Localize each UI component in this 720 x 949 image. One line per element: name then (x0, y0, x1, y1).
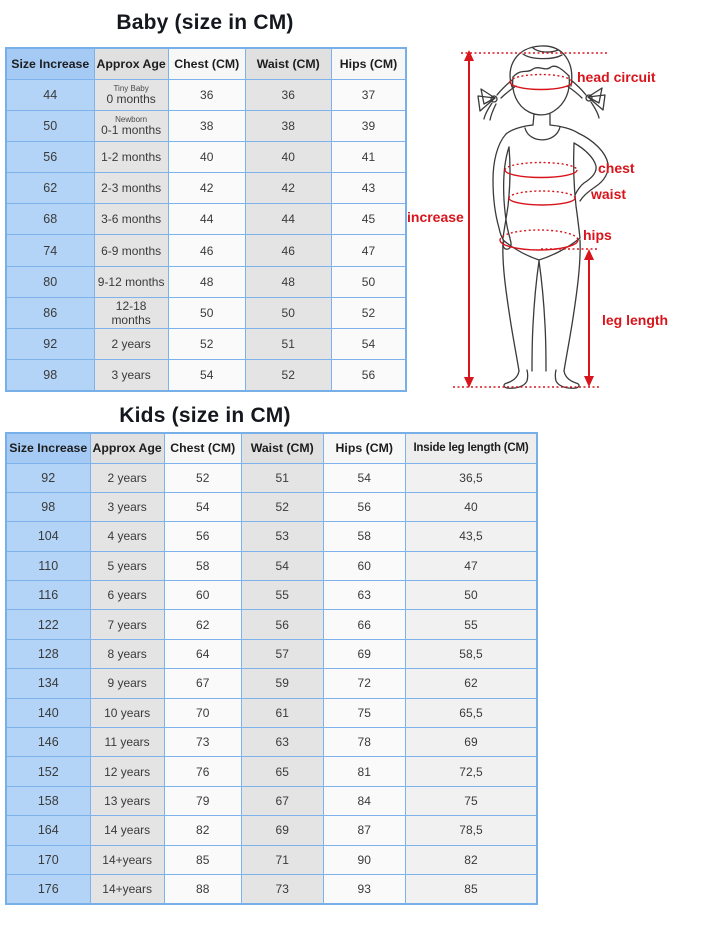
cell-waist-cm: 44 (245, 204, 331, 235)
column-header-approx-age: Approx Age (94, 48, 168, 79)
hips-label: hips (583, 227, 612, 243)
cell-waist-cm: 57 (241, 639, 323, 668)
head-circuit-ellipse (510, 82, 572, 90)
cell-chest-cm: 62 (164, 610, 241, 639)
cell-hips-cm: 54 (331, 329, 406, 360)
cell-size-increase: 74 (6, 235, 94, 266)
cell-size-increase: 176 (6, 874, 90, 903)
age-value: 0-1 months (101, 122, 162, 137)
header-row (6, 48, 406, 79)
cell-chest-cm: 50 (168, 297, 245, 328)
column-header-size-increase: Size Increase (6, 433, 90, 463)
cell-chest-cm: 46 (168, 235, 245, 266)
cell-hips-cm: 75 (323, 698, 405, 727)
head-circuit-ellipse-dotted (510, 75, 572, 83)
cell-inside-leg-length-cm: 69 (405, 728, 537, 757)
cell-chest-cm: 44 (168, 204, 245, 235)
table-row (6, 492, 537, 521)
cell-approx-age: 5 years (90, 551, 164, 580)
cell-chest-cm: 54 (168, 360, 245, 391)
cell-waist-cm: 63 (241, 728, 323, 757)
cell-size-increase: 92 (6, 463, 90, 492)
cell-size-increase: 146 (6, 728, 90, 757)
cell-inside-leg-length-cm: 85 (405, 874, 537, 903)
cell-inside-leg-length-cm: 75 (405, 786, 537, 815)
table-row (6, 204, 406, 235)
table-row (6, 522, 537, 551)
cell-inside-leg-length-cm: 58,5 (405, 639, 537, 668)
leg-length-arrowhead-bottom (584, 376, 594, 387)
cell-size-increase: 164 (6, 816, 90, 845)
cell-approx-age: 3-6 months (94, 204, 168, 235)
hips-ellipse-dotted (500, 230, 578, 240)
cell-hips-cm: 93 (323, 874, 405, 903)
cell-waist-cm: 42 (245, 173, 331, 204)
cell-waist-cm: 73 (241, 874, 323, 903)
cell-size-increase: 98 (6, 360, 94, 391)
head-circuit-label: head circuit (577, 69, 656, 85)
cell-waist-cm: 53 (241, 522, 323, 551)
cell-chest-cm: 38 (168, 110, 245, 141)
cell-hips-cm: 66 (323, 610, 405, 639)
column-header-waist-cm: Waist (CM) (241, 433, 323, 463)
cell-size-increase: 116 (6, 581, 90, 610)
cell-size-increase: 134 (6, 669, 90, 698)
cell-approx-age: 7 years (90, 610, 164, 639)
table-row (6, 297, 406, 328)
cell-approx-age (94, 110, 168, 141)
cell-hips-cm: 84 (323, 786, 405, 815)
table-row (6, 698, 537, 727)
cell-waist-cm: 59 (241, 669, 323, 698)
waist-ellipse (509, 198, 575, 205)
column-header-waist-cm: Waist (CM) (245, 48, 331, 79)
cell-size-increase: 158 (6, 786, 90, 815)
cell-size-increase: 98 (6, 492, 90, 521)
cell-hips-cm: 41 (331, 141, 406, 172)
cell-size-increase: 122 (6, 610, 90, 639)
cell-hips-cm: 87 (323, 816, 405, 845)
cell-hips-cm: 39 (331, 110, 406, 141)
cell-size-increase: 110 (6, 551, 90, 580)
cell-waist-cm: 38 (245, 110, 331, 141)
kids-size-table (5, 432, 538, 905)
table-row (6, 235, 406, 266)
cell-inside-leg-length-cm: 50 (405, 581, 537, 610)
cell-approx-age: 9 years (90, 669, 164, 698)
cell-waist-cm: 36 (245, 79, 331, 110)
cell-hips-cm: 52 (331, 297, 406, 328)
table-row (6, 728, 537, 757)
age-value: 0 months (106, 91, 156, 106)
cell-waist-cm: 51 (241, 463, 323, 492)
cell-hips-cm: 43 (331, 173, 406, 204)
cell-approx-age: 1-2 months (94, 141, 168, 172)
cell-chest-cm: 79 (164, 786, 241, 815)
cell-inside-leg-length-cm: 36,5 (405, 463, 537, 492)
cell-approx-age: 9-12 months (94, 266, 168, 297)
cell-approx-age: 12 years (90, 757, 164, 786)
table-row (6, 173, 406, 204)
cell-approx-age: 13 years (90, 786, 164, 815)
table-row (6, 329, 406, 360)
cell-chest-cm: 60 (164, 581, 241, 610)
table-row (6, 874, 537, 903)
cell-approx-age: 14+years (90, 874, 164, 903)
column-header-inside-leg-length-cm: Inside leg length (CM) (405, 433, 537, 463)
chest-ellipse-dotted (505, 163, 577, 170)
cell-chest-cm: 48 (168, 266, 245, 297)
chest-ellipse (505, 170, 577, 178)
cell-waist-cm: 61 (241, 698, 323, 727)
age-note: Tiny Baby (113, 83, 149, 93)
cell-chest-cm: 67 (164, 669, 241, 698)
cell-chest-cm: 54 (164, 492, 241, 521)
cell-size-increase: 62 (6, 173, 94, 204)
cell-size-increase: 56 (6, 141, 94, 172)
cell-approx-age: 4 years (90, 522, 164, 551)
cell-inside-leg-length-cm: 82 (405, 845, 537, 874)
table-row (6, 551, 537, 580)
cell-hips-cm: 72 (323, 669, 405, 698)
waist-label: waist (591, 186, 627, 202)
kids-table-title: Kids (size in CM) (119, 404, 291, 427)
cell-chest-cm: 36 (168, 79, 245, 110)
increase-arrowhead-top (464, 50, 474, 61)
increase-label: increase (407, 209, 464, 225)
cell-hips-cm: 63 (323, 581, 405, 610)
table-row (6, 669, 537, 698)
header-row (6, 433, 537, 463)
column-header-hips-cm: Hips (CM) (323, 433, 405, 463)
cell-chest-cm: 70 (164, 698, 241, 727)
column-header-chest-cm: Chest (CM) (168, 48, 245, 79)
cell-hips-cm: 78 (323, 728, 405, 757)
table-row (6, 610, 537, 639)
cell-waist-cm: 52 (245, 360, 331, 391)
baby-size-table (5, 47, 407, 392)
cell-hips-cm: 47 (331, 235, 406, 266)
measurement-diagram (395, 30, 720, 405)
cell-waist-cm: 69 (241, 816, 323, 845)
cell-hips-cm: 50 (331, 266, 406, 297)
cell-inside-leg-length-cm: 47 (405, 551, 537, 580)
cell-size-increase: 104 (6, 522, 90, 551)
cell-inside-leg-length-cm: 55 (405, 610, 537, 639)
cell-hips-cm: 54 (323, 463, 405, 492)
cell-approx-age: 3 years (94, 360, 168, 391)
leg-length-arrowhead-top (584, 249, 594, 260)
cell-waist-cm: 52 (241, 492, 323, 521)
cell-size-increase: 50 (6, 110, 94, 141)
cell-inside-leg-length-cm: 65,5 (405, 698, 537, 727)
column-header-approx-age: Approx Age (90, 433, 164, 463)
cell-chest-cm: 64 (164, 639, 241, 668)
table-row (6, 79, 406, 110)
cell-size-increase: 140 (6, 698, 90, 727)
cell-approx-age: 8 years (90, 639, 164, 668)
cell-approx-age: 11 years (90, 728, 164, 757)
cell-waist-cm: 55 (241, 581, 323, 610)
cell-approx-age: 3 years (90, 492, 164, 521)
cell-hips-cm: 58 (323, 522, 405, 551)
cell-approx-age: 14 years (90, 816, 164, 845)
table-row (6, 266, 406, 297)
waist-ellipse-dotted (509, 191, 575, 198)
cell-approx-age: 14+years (90, 845, 164, 874)
cell-size-increase: 92 (6, 329, 94, 360)
cell-approx-age: 2 years (90, 463, 164, 492)
cell-approx-age (94, 79, 168, 110)
cell-chest-cm: 73 (164, 728, 241, 757)
cell-chest-cm: 88 (164, 874, 241, 903)
cell-waist-cm: 56 (241, 610, 323, 639)
table-row (6, 639, 537, 668)
cell-inside-leg-length-cm: 40 (405, 492, 537, 521)
cell-approx-age: 2-3 months (94, 173, 168, 204)
cell-size-increase: 86 (6, 297, 94, 328)
cell-chest-cm: 85 (164, 845, 241, 874)
age-note: Newborn (115, 114, 148, 124)
cell-waist-cm: 67 (241, 786, 323, 815)
cell-approx-age: 6 years (90, 581, 164, 610)
cell-hips-cm: 37 (331, 79, 406, 110)
cell-chest-cm: 82 (164, 816, 241, 845)
cell-waist-cm: 71 (241, 845, 323, 874)
table-row (6, 757, 537, 786)
cell-inside-leg-length-cm: 62 (405, 669, 537, 698)
leg-length-label: leg length (602, 312, 669, 328)
cell-waist-cm: 46 (245, 235, 331, 266)
cell-hips-cm: 56 (331, 360, 406, 391)
cell-chest-cm: 56 (164, 522, 241, 551)
cell-size-increase: 44 (6, 79, 94, 110)
cell-size-increase: 170 (6, 845, 90, 874)
cell-size-increase: 152 (6, 757, 90, 786)
cell-inside-leg-length-cm: 78,5 (405, 816, 537, 845)
cell-waist-cm: 48 (245, 266, 331, 297)
cell-size-increase: 80 (6, 266, 94, 297)
table-row (6, 786, 537, 815)
cell-approx-age: 10 years (90, 698, 164, 727)
cell-hips-cm: 60 (323, 551, 405, 580)
table-row (6, 360, 406, 391)
cell-waist-cm: 40 (245, 141, 331, 172)
cell-hips-cm: 56 (323, 492, 405, 521)
cell-waist-cm: 51 (245, 329, 331, 360)
cell-inside-leg-length-cm: 43,5 (405, 522, 537, 551)
cell-chest-cm: 76 (164, 757, 241, 786)
cell-waist-cm: 54 (241, 551, 323, 580)
cell-approx-age: 2 years (94, 329, 168, 360)
chest-label: chest (598, 160, 635, 176)
cell-chest-cm: 52 (164, 463, 241, 492)
cell-waist-cm: 65 (241, 757, 323, 786)
column-header-hips-cm: Hips (CM) (331, 48, 406, 79)
table-row (6, 463, 537, 492)
cell-approx-age: 12-18 months (94, 297, 168, 328)
column-header-chest-cm: Chest (CM) (164, 433, 241, 463)
table-row (6, 141, 406, 172)
cell-chest-cm: 42 (168, 173, 245, 204)
cell-hips-cm: 69 (323, 639, 405, 668)
cell-size-increase: 128 (6, 639, 90, 668)
cell-hips-cm: 45 (331, 204, 406, 235)
cell-inside-leg-length-cm: 72,5 (405, 757, 537, 786)
cell-hips-cm: 81 (323, 757, 405, 786)
table-row (6, 816, 537, 845)
cell-size-increase: 68 (6, 204, 94, 235)
cell-chest-cm: 58 (164, 551, 241, 580)
cell-hips-cm: 90 (323, 845, 405, 874)
table-row (6, 110, 406, 141)
cell-waist-cm: 50 (245, 297, 331, 328)
cell-chest-cm: 52 (168, 329, 245, 360)
table-row (6, 845, 537, 874)
cell-approx-age: 6-9 months (94, 235, 168, 266)
column-header-size-increase: Size Increase (6, 48, 94, 79)
baby-table-title: Baby (size in CM) (116, 11, 294, 34)
table-row (6, 581, 537, 610)
cell-chest-cm: 40 (168, 141, 245, 172)
